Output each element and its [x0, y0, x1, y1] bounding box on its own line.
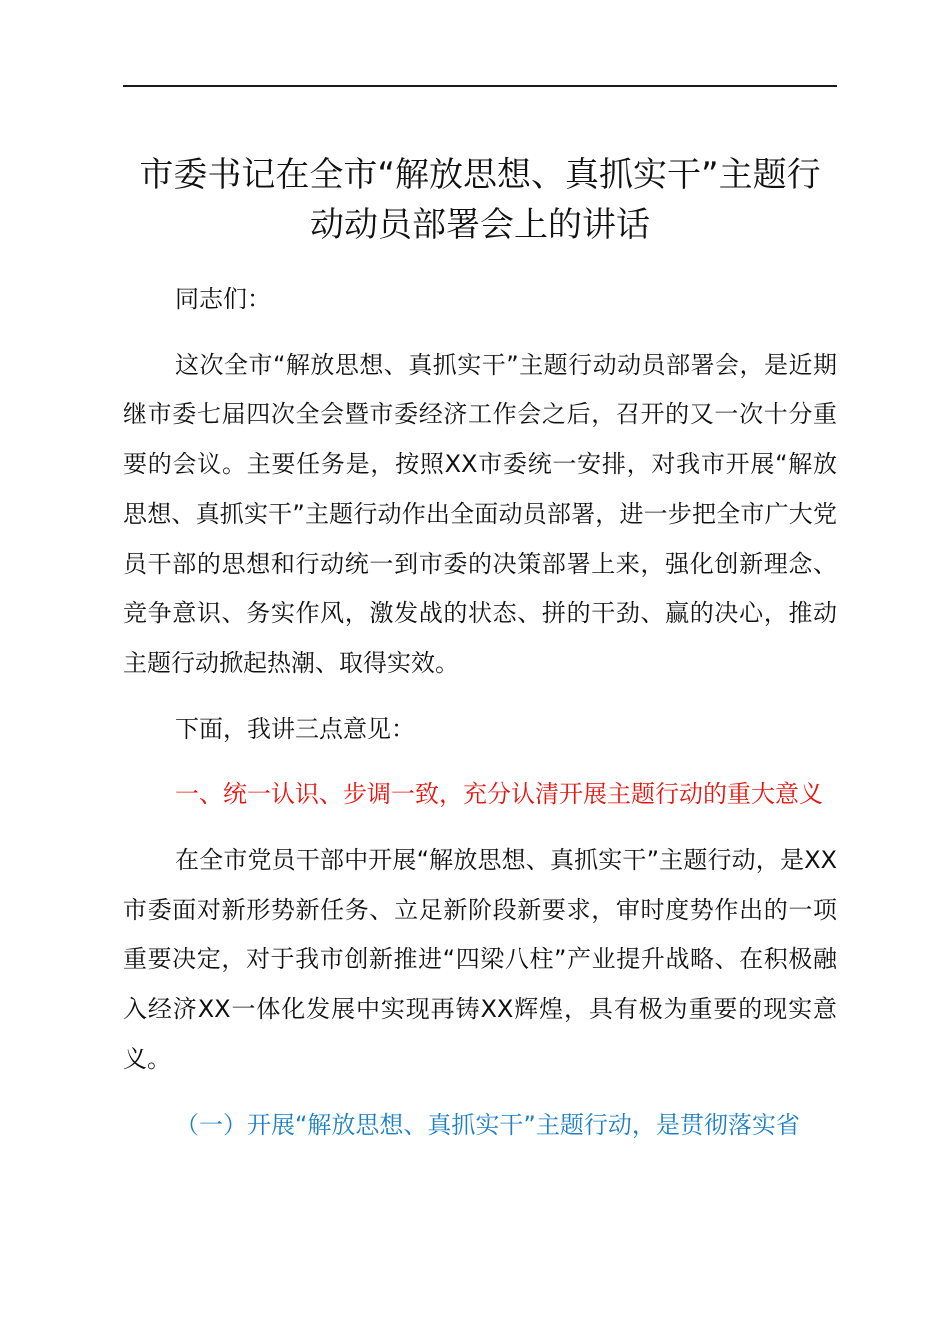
section-heading-1: 一、统一认识、步调一致，充分认清开展主题行动的重大意义: [175, 780, 823, 809]
salutation: 同志们：: [175, 285, 271, 313]
paragraph-intro: 这次全市“解放思想、真抓实干”主题行动动员部署会，是近期继市委七届四次全会暨市委经济工作会之后，召开的又一次十分重要的会议。主要任务是，按照XX市委统一安排，对我市开展“解放思想、真抓实干”主题行动作出全面动员部署，进一步把全市广大党员干部的思想和行动统一到市委的决策部署上来，强化创新理念、竞争意识、务实作风，激发战的状态、拼的干劲、赢的决心，推动主题行动掀起热潮、取得实效。: [123, 350, 837, 677]
document-title: [118, 150, 842, 250]
document-body: [123, 275, 837, 1150]
paragraph-outline: 下面，我讲三点意见：: [175, 714, 415, 743]
paragraph-section-1: 在全市党员干部中开展“解放思想、真抓实干”主题行动，是XX市委面对新形势新任务、立足新阶段新要求，审时度势作出的一项重要决定，对于我市创新推进“四梁八柱”产业提升战略、在积极融入经济XX一体化发展中实现再铸XX辉煌，具有极为重要的现实意义。: [123, 846, 837, 1073]
title-line-2: 动动员部署会上的讲话: [310, 205, 650, 245]
subsection-heading-1: （一）开展“解放思想、真抓实干”主题行动，是贯彻落实省: [175, 1110, 800, 1139]
header-rule: [123, 85, 837, 87]
title-line-1: 市委书记在全市“解放思想、真抓实干”主题行: [139, 155, 821, 195]
